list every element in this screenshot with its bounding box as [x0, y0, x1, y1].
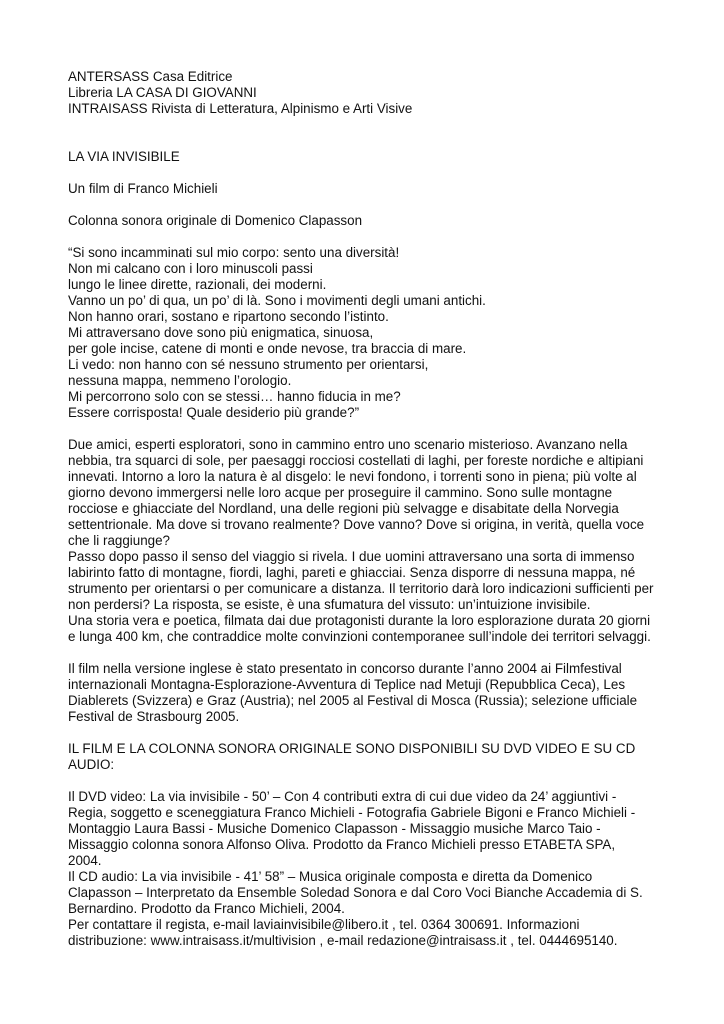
details-line: Il DVD video: La via invisibile - 50’ – Con 4 contributi extra di cui due video da 24’ aggiuntivi - — [68, 789, 617, 804]
festivals-line: Festival de Strasbourg 2005. — [68, 709, 240, 724]
poem-line: Essere corrisposta! Quale desiderio più grande?” — [68, 405, 360, 420]
film-credit: Un film di Franco Michieli — [68, 181, 218, 196]
details-line: 2004. — [68, 853, 102, 868]
synopsis-line: che li raggiunge? — [68, 533, 170, 548]
details-line: Regia, soggetto e sceneggiatura Franco Michieli - Fotografia Gabriele Bigoni e Franco Michieli - — [68, 805, 636, 820]
poem-quote — [68, 245, 668, 421]
synopsis-line: non perdersi? La risposta, se esiste, è una sfumatura del vissuto: un’intuizione invisibile. — [68, 597, 591, 612]
document-body — [68, 69, 668, 949]
synopsis-line: Due amici, esperti esploratori, sono in cammino entro uno scenario misterioso. Avanzano nella — [68, 437, 628, 452]
contact-line: Per contattare il regista, e-mail laviainvisibile@libero.it , tel. 0364 300691. Informazioni — [68, 917, 580, 932]
header-line: Libreria LA CASA DI GIOVANNI — [68, 85, 257, 100]
synopsis-line: labirinto fatto di montagne, fiordi, laghi, pareti e ghiacciai. Senza disporre di nessuna mappa, né — [68, 565, 636, 580]
availability-heading — [68, 741, 668, 773]
festivals-line: Il film nella versione inglese è stato presentato in concorso durante l’anno 2004 ai Filmfestival — [68, 661, 622, 676]
header-line: ANTERSASS Casa Editrice — [68, 69, 233, 84]
poem-line: Vanno un po’ di qua, un po’ di là. Sono i movimenti degli umani antichi. — [68, 293, 486, 308]
availability-line: IL FILM E LA COLONNA SONORA ORIGINALE SONO DISPONIBILI SU DVD VIDEO E SU CD — [68, 741, 636, 756]
poem-line: Mi attraversano dove sono più enigmatica, sinuosa, — [68, 325, 374, 340]
synopsis-line: Passo dopo passo il senso del viaggio si rivela. I due uomini attraversano una sorta di immenso — [68, 549, 635, 564]
festivals-line: Diablerets (Svizzera) e Graz (Austria); nel 2005 al Festival di Mosca (Russia); selezione ufficiale — [68, 693, 638, 708]
poem-line: lungo le linee dirette, razionali, dei moderni. — [68, 277, 327, 292]
poem-line: Non hanno orari, sostano e ripartono secondo l’istinto. — [68, 309, 389, 324]
poem-line: Mi percorrono solo con se stessi… hanno fiducia in me? — [68, 389, 401, 404]
header-line: INTRAISASS Rivista di Letteratura, Alpinismo e Arti Visive — [68, 101, 413, 116]
synopsis-line: innevati. Intorno a loro la natura è al disgelo: le nevi fondono, i torrenti sono in piena; più volte al — [68, 469, 637, 484]
poem-line: Li vedo: non hanno con sé nessuno strumento per orientarsi, — [68, 357, 429, 372]
details-line: Il CD audio: La via invisibile - 41’ 58” – Musica originale composta e diretta da Domenico — [68, 869, 593, 884]
synopsis-line: strumento per orientarsi o per comunicare a distanza. Il territorio darà loro indicazioni sufficienti per — [68, 581, 654, 596]
details-line: Clapasson – Interpretato da Ensemble Soledad Sonora e dal Coro Voci Bianche Accademia di S. — [68, 885, 643, 900]
details-line: Montaggio Laura Bassi - Musiche Domenico Clapasson - Missaggio musiche Marco Taio - — [68, 821, 601, 836]
festivals-paragraph — [68, 661, 668, 725]
festivals-line: internazionali Montagna-Esplorazione-Avventura di Teplice nad Metuji (Repubblica Ceca), Les — [68, 677, 626, 692]
poem-line: per gole incise, catene di monti e onde nevose, tra braccia di mare. — [68, 341, 467, 356]
details-line: Missaggio colonna sonora Alfonso Oliva. Prodotto da Franco Michieli presso ETABETA SPA, — [68, 837, 616, 852]
details-line: Bernardino. Prodotto da Franco Michieli, 2004. — [68, 901, 345, 916]
synopsis-line: Una storia vera e poetica, filmata dai due protagonisti durante la loro esplorazione durata 20 giorni — [68, 613, 651, 628]
soundtrack-credit: Colonna sonora originale di Domenico Clapasson — [68, 213, 363, 228]
synopsis-line: e lunga 400 km, che contraddice molte convinzioni contemporanee sull’indole dei territori selvaggi. — [68, 629, 651, 644]
poem-line: nessuna mappa, nemmeno l’orologio. — [68, 373, 292, 388]
document-title: LA VIA INVISIBILE — [68, 149, 180, 164]
poem-line: Non mi calcano con i loro minuscoli passi — [68, 261, 313, 276]
synopsis-line: nebbia, tra squarci di sole, per paesaggi rocciosi costellati di laghi, per foreste nordiche e altipiani — [68, 453, 644, 468]
contact-line: distribuzione: www.intraisass.it/multivision , e-mail redazione@intraisass.it , tel. 0444695140. — [68, 933, 618, 948]
availability-line: AUDIO: — [68, 757, 115, 772]
publisher-header — [68, 69, 668, 117]
synopsis-line: rocciose e ghiacciate del Nordland, una delle regioni più selvagge e disabitate della Norvegia — [68, 501, 619, 516]
synopsis-line: settentrionale. Ma dove si trovano realmente? Dove vanno? Dove si origina, in verità, quella voce — [68, 517, 645, 532]
poem-line: “Si sono incamminati sul mio corpo: sento una diversità! — [68, 245, 400, 260]
synopsis-line: giorno devono immergersi nelle loro acque per proseguire il cammino. Sono sulle montagne — [68, 485, 613, 500]
product-details — [68, 789, 668, 949]
synopsis-paragraph — [68, 437, 668, 645]
